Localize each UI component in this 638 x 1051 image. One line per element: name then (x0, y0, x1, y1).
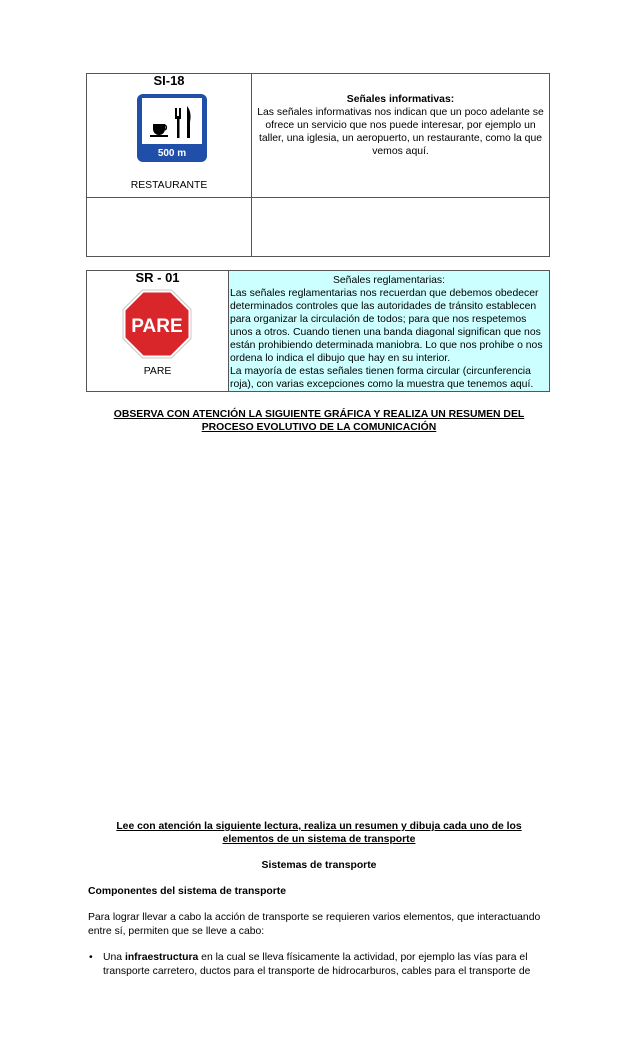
regulatory-line: ordena lo indica el dibujo que hay en su interior. (230, 353, 451, 364)
heading-line: elementos de un sistema de transporte (222, 834, 416, 845)
heading-line: Lee con atención la siguiente lectura, realiza un resumen y dibuja cada uno de los (116, 821, 522, 832)
regulatory-sign-table (86, 270, 550, 392)
regulatory-line: roja), con varias excepciones como la muestra que tenemos aquí. (230, 379, 534, 390)
informative-description-cell (252, 74, 550, 198)
regulatory-line: están prohibiendo determinada maniobra. Lo que nos prohibe o nos (230, 340, 543, 351)
bullet-rest: en la cual se lleva físicamente la actividad, por ejemplo las vías para el (198, 952, 528, 963)
sign-image-cell (87, 74, 252, 198)
bullet-list-item (88, 951, 530, 979)
regulatory-line: unos a otros. Cuando tienen una banda diagonal significan que nos (230, 327, 541, 338)
regulatory-description-cell (229, 271, 550, 392)
bullet-line: transporte carretero, ductos para el transporte de hidrocarburos, cables para el transporte de (103, 966, 531, 977)
stop-caption: PARE (143, 366, 172, 377)
regulatory-title: Señales reglamentarias: (332, 275, 446, 286)
bullet-bold-term: infraestructura (124, 952, 199, 963)
restaurant-caption: RESTAURANTE (130, 180, 208, 191)
section-heading-transport (60, 820, 578, 846)
sign-distance-text: 500 m (157, 148, 187, 159)
restaurant-sign-icon (137, 94, 207, 162)
paragraph-line: Para lograr llevar a cabo la acción de transporte se requieren varios elementos, que interactuando (88, 912, 541, 923)
regulatory-line: para organizar la circulación de todos; para que nos respetemos (230, 314, 527, 325)
sign-code-sr01: SR - 01 (135, 270, 180, 285)
empty-cell-left (87, 198, 252, 257)
regulatory-line: determinados controles que las autoridades de tránsito establecen (230, 301, 537, 312)
section-heading-communication (60, 408, 578, 434)
paragraph-line: entre sí, permiten que se lleve a cabo: (88, 926, 265, 937)
heading-line: OBSERVA CON ATENCIÓN LA SIGUIENTE GRÁFICA Y REALIZA UN RESUMEN DEL (113, 409, 525, 420)
bullet-dot-icon: • (89, 952, 93, 963)
informative-title: Señales informativas: (346, 94, 455, 105)
empty-cell-right (252, 198, 550, 257)
article-title: Sistemas de transporte (261, 860, 377, 871)
heading-line: PROCESO EVOLUTIVO DE LA COMUNICACIÓN (201, 422, 437, 433)
stop-sign-cell (87, 271, 229, 392)
bullet-line (88, 951, 530, 965)
regulatory-line: La mayoría de estas señales tienen forma circular (circunferencia (230, 366, 531, 377)
sign-code-si18: SI-18 (153, 73, 185, 88)
stop-sign-text: PARE (131, 316, 183, 337)
article-subtitle: Componentes del sistema de transporte (88, 886, 287, 897)
informative-sign-table (86, 73, 550, 257)
bullet-pre: Una (103, 952, 125, 963)
stop-sign-icon (122, 289, 192, 359)
article-paragraph (88, 911, 540, 939)
regulatory-line: Las señales reglamentarias nos recuerdan que debemos obedecer (230, 288, 539, 299)
informative-body: Las señales informativas nos indican que un poco adelante se ofrece un servicio que nos puede interesar, por ejemplo un taller, una iglesia, un aeropuerto, un restaurante, como la que vemos aquí. (257, 107, 544, 157)
